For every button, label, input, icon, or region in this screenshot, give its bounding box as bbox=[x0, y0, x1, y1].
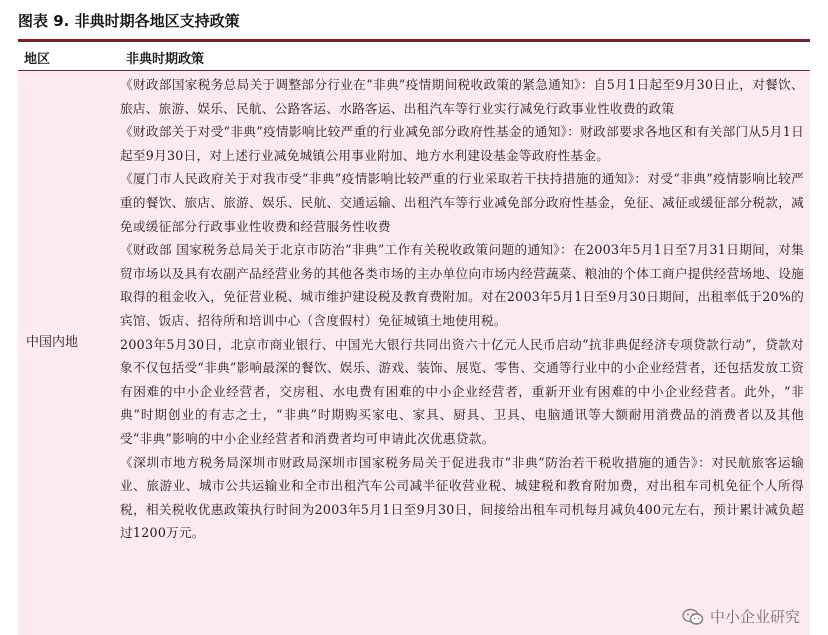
watermark-text: 中小企业研究 bbox=[709, 608, 800, 626]
region-cell: 中国内地 bbox=[26, 335, 79, 350]
table-body bbox=[18, 71, 810, 635]
policy-paragraph: 《财政部 国家税务总局关于北京市防治“非典”工作有关税收政策问题的通知》：在2003年5月1日至7月31日期间，对集贸市场以及具有农副产品经营业务的其他各类市场的主办单位向市场内经营蔬菜、粮油的个体工商户提供经营场地、设施取得的租金收入，免征营业税、城市维护建设税及教育费附加。对在2003年5月1日至9月30日期间，出租率低于20%的宾馆、饭店、招待所和培训中心（含度假村）免征城镇土地使用税。 bbox=[120, 242, 804, 328]
policy-paragraph: 《财政部国家税务总局关于调整部分行业在“非典”疫情期间税收政策的紧急通知》：自5月1日起至9月30日止，对餐饮、旅店、旅游、娱乐、民航、公路客运、水路客运、出租汽车等行业实行减免行政事业性收费的政策 bbox=[120, 77, 804, 116]
policy-paragraph: 2003年5月30日，北京市商业银行、中国光大银行共同出资六十亿元人民币启动“抗非典促经济专项贷款行动”，贷款对象不仅包括受“非典”影响最深的餐饮、娱乐、游戏、装饰、展览、零售、交通等行业中的小企业经营者，还包括发放工资有困难的中小企业经营者，交房租、水电费有困难的中小企业经营者，重新开业有困难的中小企业经营者。此外，“非典”时期创业的有志之士，“非典”时期购买家电、家具、厨具、卫具、电脑通讯等大额耐用消费品的消费者以及其他受“非典”影响的中小企业经营者和消费者均可申请此次优惠贷款。 bbox=[120, 336, 804, 446]
table-header-row bbox=[18, 42, 810, 71]
column-header-policy: 非典时期政策 bbox=[126, 52, 205, 67]
wechat-icon bbox=[682, 608, 704, 626]
figure-title: 图表 9. 非典时期各地区支持政策 bbox=[18, 12, 240, 30]
policy-cell bbox=[120, 73, 804, 545]
policy-paragraph: 《深圳市地方税务局深圳市财政局深圳市国家税务局关于促进我市“非典”防治若干税收措施的通告》：对民航旅客运输业、旅游业、城市公共运输业和全市出租汽车公司减半征收营业税、城建税和教育附加费，对出租车司机免征个人所得税，相关税收优惠政策执行时间为2003年5月1日至9月30日，间接给出租车司机每月减负400元左右，预计累计减负超过1200万元。 bbox=[120, 454, 804, 541]
policy-paragraph: 《财政部关于对受“非典”疫情影响比较严重的行业减免部分政府性基金的通知》：财政部要求各地区和有关部门从5月1日起至9月30日，对上述行业减免城镇公用事业附加、地方水利建设基金等政府性基金。 bbox=[120, 124, 804, 163]
column-header-region: 地区 bbox=[24, 52, 51, 67]
policy-paragraph: 《厦门市人民政府关于对我市受“非典”疫情影响比较严重的行业采取若干扶持措施的通知》：对受“非典”疫情影响比较严重的餐饮、旅店、旅游、娱乐、民航、交通运输、出租汽车等行业减免部分政府性基金，免征、减征或缓征部分税款，减免或缓征部分行政事业性收费和经营服务性收费 bbox=[120, 171, 804, 234]
wechat-watermark bbox=[682, 606, 800, 627]
